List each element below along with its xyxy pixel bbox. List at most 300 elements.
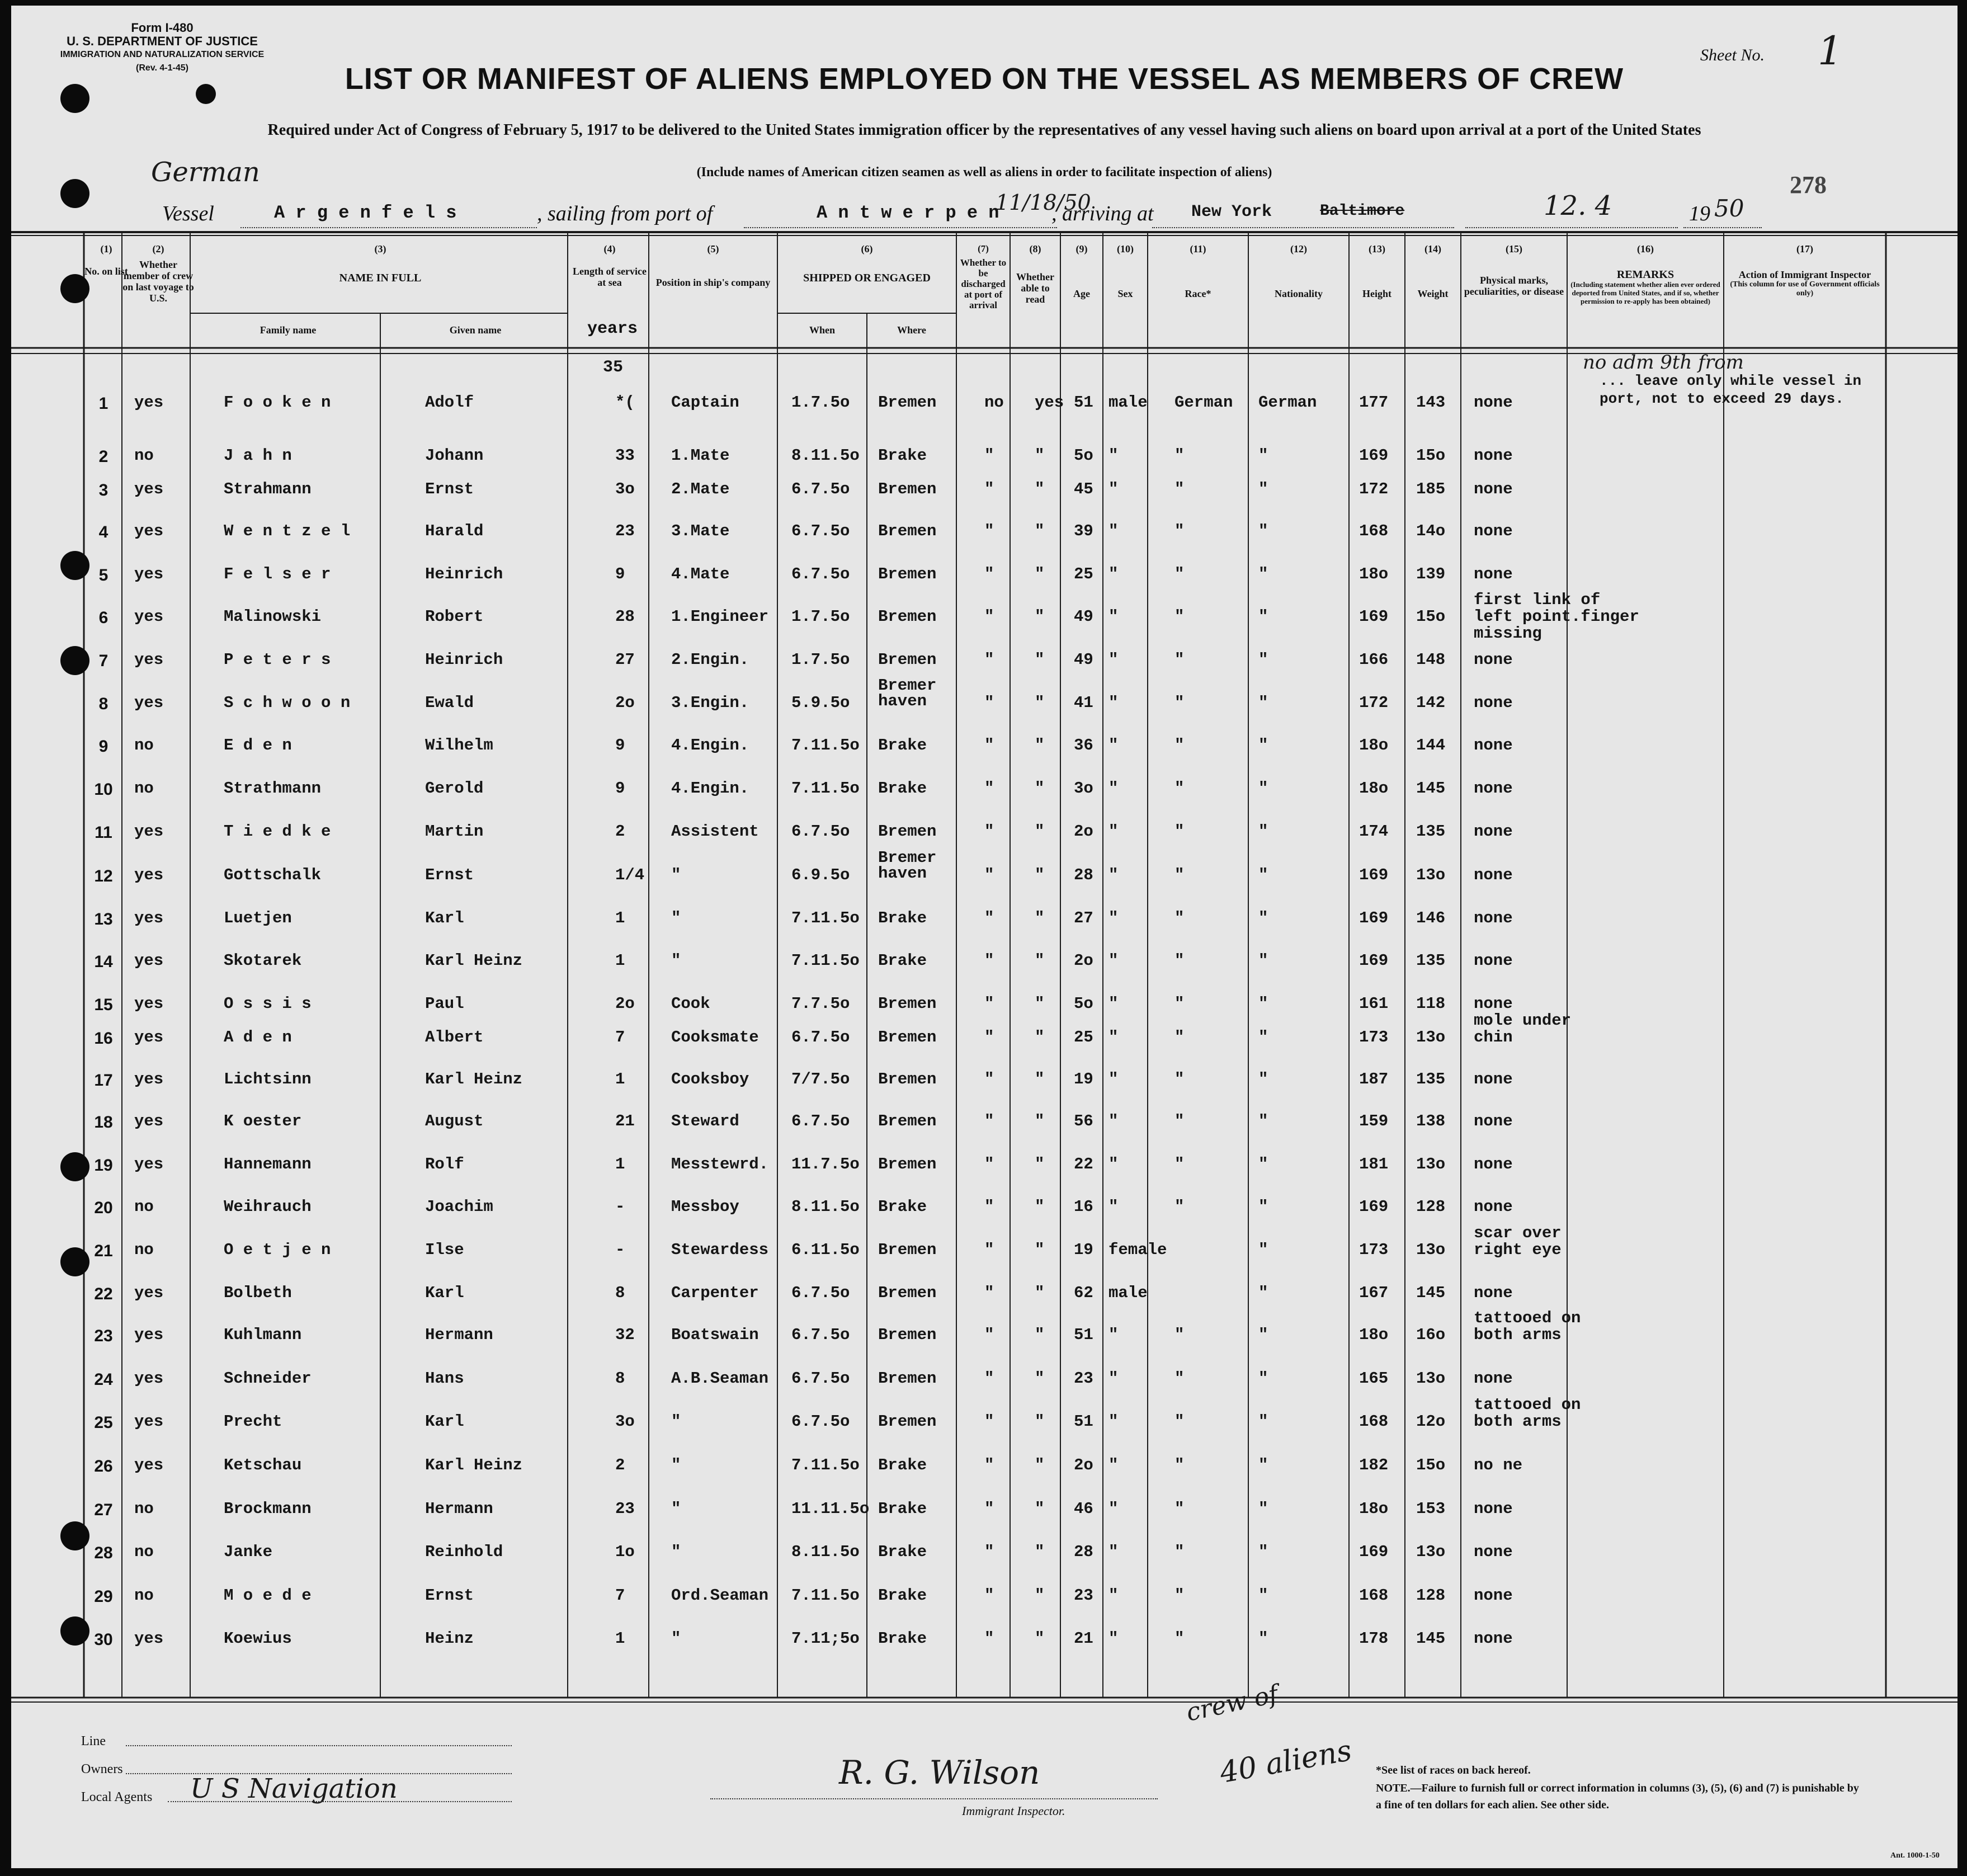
cell-height: 161 <box>1359 994 1389 1013</box>
cell-discharged: " <box>984 1586 994 1605</box>
cell-weight: 13o <box>1416 1543 1446 1561</box>
cell-age: 2o <box>1074 1456 1093 1474</box>
cell-sex: " <box>1108 1543 1119 1561</box>
cell-age: 23 <box>1074 1369 1093 1388</box>
inspector-label: Immigrant Inspector. <box>962 1804 1065 1818</box>
cell-sex: " <box>1108 822 1119 841</box>
cell-read: " <box>1035 1070 1045 1088</box>
row-number: 25 <box>94 1413 113 1432</box>
cell-weight: 145 <box>1416 779 1446 798</box>
cell-sex: " <box>1108 522 1119 540</box>
cell-marks: none <box>1474 1155 1513 1173</box>
cell-height: 173 <box>1359 1028 1389 1047</box>
punch-hole <box>60 1247 89 1276</box>
vessel-label: Vessel <box>162 202 214 225</box>
cell-marks: none <box>1474 909 1513 927</box>
cell-given: Reinhold <box>425 1543 503 1561</box>
cell-last: yes <box>134 694 164 712</box>
punch-hole <box>60 179 89 208</box>
cell-given: Hermann <box>425 1500 493 1518</box>
cell-age: 3o <box>1074 779 1093 798</box>
cell-read: " <box>1035 779 1045 798</box>
cell-last: yes <box>134 1028 164 1047</box>
cell-service: 28 <box>615 607 635 626</box>
cell-position: Ord.Seaman <box>671 1586 769 1605</box>
cell-nationality: " <box>1258 1241 1268 1259</box>
cell-race: " <box>1174 480 1185 498</box>
col6-when: When <box>809 324 835 336</box>
cell-last: yes <box>134 1369 164 1388</box>
cell-discharged: " <box>984 522 994 540</box>
cell-marks: none <box>1474 1500 1513 1518</box>
fine-footnote: NOTE.—Failure to furnish full or correct information in columns (3), (5), (6) and (7) is punishable by a fine of ten dollars for each alien. See other side. <box>1376 1782 1859 1811</box>
cell-given: Joachim <box>425 1198 493 1216</box>
row-number: 11 <box>95 823 112 842</box>
cell-given: Albert <box>425 1028 484 1047</box>
cell-discharged: " <box>984 1543 994 1561</box>
cell-when: 6.9.5o <box>791 866 850 884</box>
row-number: 9 <box>98 737 109 756</box>
cell-position: 3.Mate <box>671 522 730 540</box>
cell-age: 25 <box>1074 565 1093 583</box>
cell-nationality: " <box>1258 1326 1268 1344</box>
cell-age: 19 <box>1074 1241 1093 1259</box>
page-title: LIST OR MANIFEST OF ALIENS EMPLOYED ON THE VESSEL AS MEMBERS OF CREW <box>345 62 1624 96</box>
cell-family: Skotarek <box>224 951 302 970</box>
vessel-name: A r g e n f e l s <box>274 202 457 223</box>
cell-service: 23 <box>615 522 635 540</box>
cell-marks: none <box>1474 1198 1513 1216</box>
cell-height: 165 <box>1359 1369 1389 1388</box>
col12-header: (12) Nationality <box>1274 243 1323 299</box>
cell-family: Strathmann <box>224 779 322 798</box>
cell-when: 6.7.5o <box>791 480 850 498</box>
cell-discharged: " <box>984 1326 994 1344</box>
cell-last: yes <box>134 909 164 927</box>
cell-marks: none <box>1474 1543 1513 1561</box>
cell-race: " <box>1174 565 1185 583</box>
cell-family: Janke <box>224 1543 273 1561</box>
cell-weight: 135 <box>1416 822 1446 841</box>
cell-nationality: " <box>1258 522 1268 540</box>
cell-marks: mole under chin <box>1474 1011 1572 1047</box>
cell-weight: 13o <box>1416 1028 1446 1047</box>
cell-service: 1 <box>615 1155 625 1173</box>
cell-race: " <box>1174 446 1185 465</box>
cell-race: " <box>1174 736 1185 755</box>
col6-where: Where <box>897 324 926 336</box>
cell-race: " <box>1174 1198 1185 1216</box>
cell-age: 23 <box>1074 1586 1093 1605</box>
cell-discharged: " <box>984 1412 994 1431</box>
cell-age: 5o <box>1074 446 1093 465</box>
cell-race: " <box>1174 1456 1185 1474</box>
cell-family: S c h w o o n <box>224 694 351 712</box>
cell-when: 6.7.5o <box>791 1412 850 1431</box>
cell-service: - <box>615 1241 625 1259</box>
cell-weight: 15o <box>1416 607 1446 626</box>
agents-label: Local Agents <box>81 1790 153 1804</box>
cell-marks: none <box>1474 1284 1513 1302</box>
cell-where: Bremen <box>878 565 937 583</box>
col2-header: (2) Whether member of crew on last voyage to U.S. <box>122 243 194 304</box>
cell-position: Cooksmate <box>671 1028 759 1047</box>
punch-hole <box>60 1521 89 1550</box>
cell-given: Gerold <box>425 779 484 798</box>
punch-hole <box>60 1152 89 1181</box>
cell-discharged: " <box>984 1629 994 1648</box>
cell-read: " <box>1035 994 1045 1013</box>
cell-read: " <box>1035 1198 1045 1216</box>
cell-read: " <box>1035 1586 1045 1605</box>
cell-sex: " <box>1108 1028 1119 1047</box>
cell-read: " <box>1035 480 1045 498</box>
cell-sex: " <box>1108 909 1119 927</box>
cell-last: yes <box>134 1284 164 1302</box>
punch-hole <box>60 84 89 113</box>
row-number: 1 <box>98 394 109 413</box>
cell-read: " <box>1035 1543 1045 1561</box>
cell-sex: " <box>1108 1369 1119 1388</box>
cell-discharged: " <box>984 736 994 755</box>
col7-header: (7) Whether to be discharged at port of arrival <box>960 243 1007 310</box>
cell-family: T i e d k e <box>224 822 331 841</box>
cell-discharged: " <box>984 1112 994 1130</box>
cell-marks: none <box>1474 1112 1513 1130</box>
crew-note-2: 40 aliens <box>1217 1733 1355 1790</box>
cell-discharged: " <box>984 1369 994 1388</box>
nationality-handnote: German <box>151 157 260 188</box>
agents-signature: U S Navigation <box>190 1773 398 1804</box>
cell-last: no <box>134 1586 154 1605</box>
cell-race: German <box>1174 393 1233 412</box>
cell-nationality: " <box>1258 736 1268 755</box>
cell-last: no <box>134 1198 154 1216</box>
row-number: 22 <box>94 1285 113 1303</box>
cell-discharged: " <box>984 866 994 884</box>
cell-position: Stewardess <box>671 1241 769 1259</box>
row1-service-extra: 35 <box>603 358 624 377</box>
cell-family: A d e n <box>224 1028 292 1047</box>
cell-race: " <box>1174 994 1185 1013</box>
cell-age: 16 <box>1074 1198 1093 1216</box>
cell-nationality: " <box>1258 951 1268 970</box>
cell-given: Martin <box>425 822 484 841</box>
cell-discharged: " <box>984 694 994 712</box>
cell-position: Assistent <box>671 822 759 841</box>
cell-family: Schneider <box>224 1369 312 1388</box>
cell-nationality: " <box>1258 1500 1268 1518</box>
cell-height: 169 <box>1359 1198 1389 1216</box>
cell-age: 49 <box>1074 651 1093 669</box>
cell-race: " <box>1174 1586 1185 1605</box>
cell-family: Koewius <box>224 1629 292 1648</box>
cell-race: " <box>1174 522 1185 540</box>
cell-height: 169 <box>1359 951 1389 970</box>
cell-height: 168 <box>1359 1412 1389 1431</box>
cell-service: 2 <box>615 1456 625 1474</box>
cell-marks: none <box>1474 694 1513 712</box>
punch-hole <box>60 274 89 303</box>
cell-service: 9 <box>615 779 625 798</box>
cell-last: yes <box>134 994 164 1013</box>
cell-when: 6.7.5o <box>791 1112 850 1130</box>
cell-discharged: " <box>984 779 994 798</box>
cell-age: 2o <box>1074 951 1093 970</box>
col15-header: (15) Physical marks, peculiarities, or disease <box>1464 243 1564 297</box>
cell-position: A.B.Seaman <box>671 1369 769 1388</box>
cell-position: " <box>671 1500 681 1518</box>
cell-height: 18o <box>1359 779 1389 798</box>
cell-position: 4.Engin. <box>671 779 749 798</box>
cell-when: 7.11.5o <box>791 909 860 927</box>
cell-marks: first link of left point.finger missing <box>1474 591 1639 643</box>
cell-where: Bremen <box>878 1326 937 1344</box>
cell-sex: " <box>1108 480 1119 498</box>
cell-age: 22 <box>1074 1155 1093 1173</box>
cell-position: 4.Mate <box>671 565 730 583</box>
form-number: Form I-480 <box>131 21 194 35</box>
cell-where: Brake <box>878 1629 927 1648</box>
cell-given: Ernst <box>425 866 474 884</box>
cell-position: Messtewrd. <box>671 1155 769 1173</box>
required-statement: Required under Act of Congress of February 5, 1917 to be delivered to the United States immigration officer by the representatives of any vessel having such aliens on board upon arrival at a port of the United States <box>267 121 1701 139</box>
cell-height: 169 <box>1359 1543 1389 1561</box>
cell-age: 5o <box>1074 994 1093 1013</box>
cell-position: " <box>671 1456 681 1474</box>
col13-header: (13) Height <box>1362 243 1391 299</box>
cell-read: " <box>1035 1629 1045 1648</box>
include-statement: (Include names of American citizen seamen as well as aliens in order to facilitate inspection of aliens) <box>696 165 1272 180</box>
cell-sex: " <box>1108 1586 1119 1605</box>
cell-read: " <box>1035 1326 1045 1344</box>
cell-discharged: " <box>984 651 994 669</box>
cell-height: 178 <box>1359 1629 1389 1648</box>
cell-height: 173 <box>1359 1241 1389 1259</box>
punch-hole <box>60 1616 89 1646</box>
cell-sex: female <box>1108 1241 1167 1259</box>
cell-where: Brake <box>878 909 927 927</box>
cell-service: 23 <box>615 1500 635 1518</box>
cell-age: 51 <box>1074 393 1093 412</box>
cell-weight: 135 <box>1416 951 1446 970</box>
row-number: 24 <box>94 1370 113 1389</box>
cell-given: Karl Heinz <box>425 1456 523 1474</box>
cell-nationality: " <box>1258 1629 1268 1648</box>
cell-sex: " <box>1108 694 1119 712</box>
cell-where: Bremen <box>878 1155 937 1173</box>
cell-marks: none <box>1474 866 1513 884</box>
cell-nationality: " <box>1258 822 1268 841</box>
cell-when: 6.7.5o <box>791 1326 850 1344</box>
sheet-label: Sheet No. <box>1700 46 1765 64</box>
cell-marks: none <box>1474 480 1513 498</box>
cell-marks: none <box>1474 565 1513 583</box>
col4-header: (4) Length of service at sea <box>573 243 647 288</box>
cell-weight: 13o <box>1416 1155 1446 1173</box>
row-number: 13 <box>94 910 113 928</box>
cell-read: " <box>1035 951 1045 970</box>
row-number: 6 <box>98 609 109 627</box>
cell-family: Weihrauch <box>224 1198 312 1216</box>
cell-when: 6.7.5o <box>791 822 850 841</box>
cell-race: " <box>1174 1369 1185 1388</box>
cell-age: 19 <box>1074 1070 1093 1088</box>
cell-marks: none <box>1474 1369 1513 1388</box>
cell-service: 21 <box>615 1112 635 1130</box>
cell-weight: 143 <box>1416 393 1446 412</box>
cell-when: 8.11.5o <box>791 1543 860 1561</box>
cell-service: - <box>615 1198 625 1216</box>
cell-race: " <box>1174 1543 1185 1561</box>
cell-race: " <box>1174 694 1185 712</box>
race-footnote: *See list of races on back hereof. <box>1376 1764 1531 1776</box>
cell-last: yes <box>134 1112 164 1130</box>
cell-height: 18o <box>1359 565 1389 583</box>
cell-where: Brake <box>878 1500 927 1518</box>
cell-read: yes <box>1035 393 1064 412</box>
cell-when: 7/7.5o <box>791 1070 850 1088</box>
cell-race: " <box>1174 822 1185 841</box>
cell-family: M o e d e <box>224 1586 312 1605</box>
cell-sex: " <box>1108 607 1119 626</box>
cell-last: yes <box>134 1326 164 1344</box>
cell-given: Heinrich <box>425 565 503 583</box>
cell-position: " <box>671 1412 681 1431</box>
cell-marks: none <box>1474 446 1513 465</box>
cell-sex: " <box>1108 446 1119 465</box>
cell-marks: none <box>1474 651 1513 669</box>
cell-given: Hermann <box>425 1326 493 1344</box>
cell-read: " <box>1035 694 1045 712</box>
row-number: 21 <box>94 1242 113 1260</box>
year-prefix: 19 <box>1689 202 1710 225</box>
cell-read: " <box>1035 1500 1045 1518</box>
cell-last: yes <box>134 565 164 583</box>
cell-when: 7.11.5o <box>791 951 860 970</box>
cell-service: 32 <box>615 1326 635 1344</box>
cell-race: " <box>1174 1412 1185 1431</box>
col17-header: (17) Action of Immigrant Inspector (This column for use of Government officials only) <box>1730 243 1880 298</box>
punch-hole <box>60 646 89 675</box>
cell-sex: " <box>1108 994 1119 1013</box>
cell-where: Bremen <box>878 1112 937 1130</box>
cell-height: 169 <box>1359 866 1389 884</box>
cell-service: 8 <box>615 1369 625 1388</box>
cell-age: 56 <box>1074 1112 1093 1130</box>
cell-given: Paul <box>425 994 464 1013</box>
col4-unit: years <box>587 319 638 338</box>
cell-family: O s s i s <box>224 994 312 1013</box>
cell-weight: 13o <box>1416 1241 1446 1259</box>
cell-position: " <box>671 866 681 884</box>
row-number: 3 <box>98 481 109 499</box>
cell-read: " <box>1035 651 1045 669</box>
cell-family: Ketschau <box>224 1456 302 1474</box>
cell-height: 172 <box>1359 480 1389 498</box>
cell-service: 9 <box>615 565 625 583</box>
cell-discharged: " <box>984 1500 994 1518</box>
cell-position: 3.Engin. <box>671 694 749 712</box>
cell-read: " <box>1035 736 1045 755</box>
cell-marks: none <box>1474 1629 1513 1648</box>
cell-height: 168 <box>1359 522 1389 540</box>
cell-height: 168 <box>1359 1586 1389 1605</box>
cell-age: 25 <box>1074 1028 1093 1047</box>
cell-given: Harald <box>425 522 484 540</box>
cell-weight: 12o <box>1416 1412 1446 1431</box>
cell-family: Brockmann <box>224 1500 312 1518</box>
line-label: Line <box>81 1734 106 1748</box>
cell-marks: none <box>1474 736 1513 755</box>
cell-age: 28 <box>1074 866 1093 884</box>
cell-read: " <box>1035 822 1045 841</box>
manifest-sheet <box>11 6 1957 1868</box>
cell-weight: 135 <box>1416 1070 1446 1088</box>
cell-sex: " <box>1108 565 1119 583</box>
cell-age: 27 <box>1074 909 1093 927</box>
cell-height: 172 <box>1359 694 1389 712</box>
row-number: 30 <box>94 1630 113 1649</box>
cell-family: E d e n <box>224 736 292 755</box>
cell-when: 1.7.5o <box>791 607 850 626</box>
cell-given: Johann <box>425 446 484 465</box>
cell-when: 8.11.5o <box>791 446 860 465</box>
cell-height: 169 <box>1359 909 1389 927</box>
cell-when: 7.11.5o <box>791 1586 860 1605</box>
cell-age: 28 <box>1074 1543 1093 1561</box>
cell-family: Kuhlmann <box>224 1326 302 1344</box>
cell-where: Bremen <box>878 1369 937 1388</box>
cell-sex: " <box>1108 1112 1119 1130</box>
cell-last: yes <box>134 1070 164 1088</box>
cell-weight: 14o <box>1416 522 1446 540</box>
cell-position: Steward <box>671 1112 739 1130</box>
cell-height: 159 <box>1359 1112 1389 1130</box>
cell-age: 49 <box>1074 607 1093 626</box>
cell-given: Robert <box>425 607 484 626</box>
cell-race: " <box>1174 1028 1185 1047</box>
col11-header: (11) Race* <box>1185 243 1211 299</box>
row-number: 14 <box>94 953 113 971</box>
remarks-handnote: no adm 9th from <box>1583 351 1744 374</box>
cell-age: 46 <box>1074 1500 1093 1518</box>
cell-family: F e l s e r <box>224 565 331 583</box>
cell-last: yes <box>134 1155 164 1173</box>
cell-height: 182 <box>1359 1456 1389 1474</box>
cell-where: Bremen <box>878 1284 937 1302</box>
cell-marks: none <box>1474 822 1513 841</box>
cell-given: Hans <box>425 1369 464 1388</box>
cell-position: 2.Mate <box>671 480 730 498</box>
cell-read: " <box>1035 1155 1045 1173</box>
cell-height: 187 <box>1359 1070 1389 1088</box>
cell-discharged: " <box>984 994 994 1013</box>
cell-discharged: no <box>984 393 1004 412</box>
cell-where: Brake <box>878 1586 927 1605</box>
stamp-number: 278 <box>1790 171 1827 199</box>
cell-service: 2o <box>615 994 635 1013</box>
cell-sex: male <box>1108 1284 1148 1302</box>
cell-weight: 15o <box>1416 1456 1446 1474</box>
cell-service: 33 <box>615 446 635 465</box>
departure-port: A n t w e r p e n <box>817 202 999 223</box>
cell-when: 6.7.5o <box>791 1369 850 1388</box>
cell-service: *( <box>615 393 635 412</box>
cell-race: " <box>1174 909 1185 927</box>
cell-sex: " <box>1108 651 1119 669</box>
year-suffix: 50 <box>1714 195 1744 222</box>
